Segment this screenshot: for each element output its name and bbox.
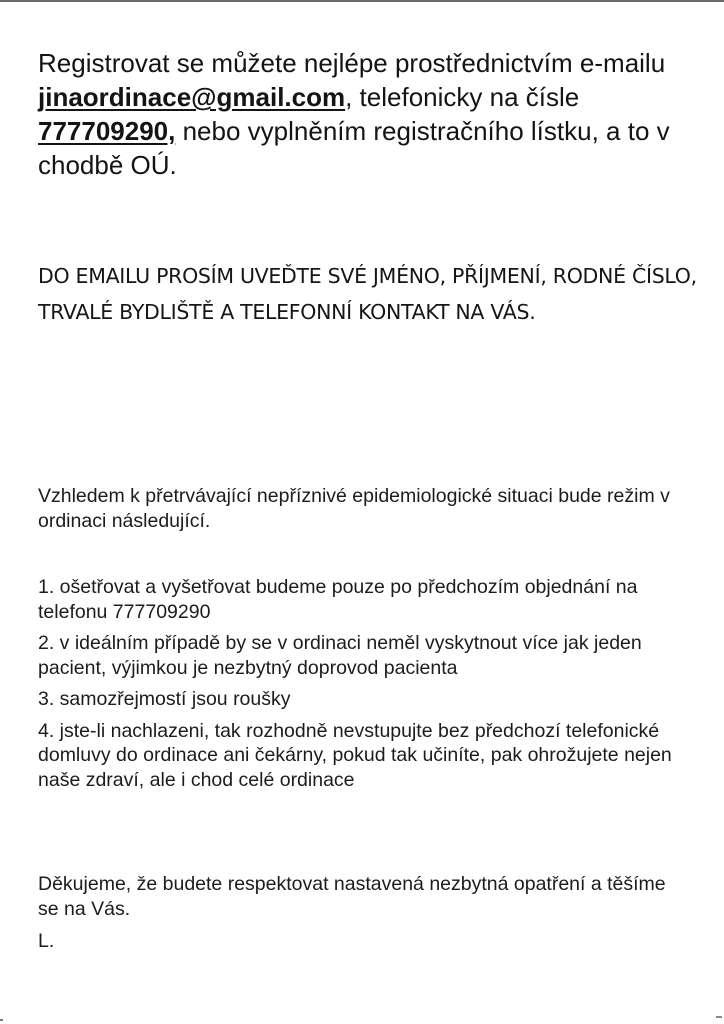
registration-paragraph	[38, 46, 688, 182]
email-instructions: DO EMAILU PROSÍM UVEĎTE SVÉ JMÉNO, PŘÍJMENÍ, RODNÉ ČÍSLO, TRVALÉ BYDLIŠTĚ A TELEFONNÍ KONTAKT NA VÁS.	[38, 264, 697, 324]
registration-text-part3: nebo vyplněním registračního lístku, a to v chodbě OÚ.	[38, 116, 670, 180]
thanks-paragraph: Děkujeme, že budete respektovat nastavená nezbytná opatření a těšíme se na Vás.	[38, 873, 666, 920]
registration-text-part1: Registrovat se můžete nejlépe prostřednictvím e-mailu	[38, 48, 666, 78]
rules-list	[38, 575, 688, 799]
situation-paragraph: Vzhledem k přetrvávající nepříznivé epidemiologické situaci bude režim v ordinaci následující.	[38, 485, 670, 532]
scan-corner-mark	[0, 1019, 3, 1021]
rule-item-2: 2. v ideálním případě by se v ordinaci neměl vyskytnout více jak jeden pacient, výjimkou je nezbytný doprovod pacienta	[38, 632, 642, 679]
rule-item-4: 4. jste-li nachlazeni, tak rozhodně nevstupujte bez předchozí telefonické domluvy do ordinace ani čekárny, pokud tak učiníte, pak ohrožujete nejen naše zdraví, ale i chod celé ordinace	[38, 719, 672, 791]
rule-item-3: 3. samozřejmostí jsou roušky	[38, 688, 291, 710]
email-address: jinaordinace@gmail.com	[38, 82, 346, 112]
scan-top-edge	[0, 0, 724, 2]
scan-bottom-mark	[716, 1016, 722, 1018]
rule-item-1: 1. ošetřovat a vyšetřovat budeme pouze po předchozím objednání na telefonu 777709290	[38, 576, 638, 623]
signature: L.	[38, 930, 55, 952]
phone-number: 777709290,	[38, 116, 176, 146]
registration-text-part2: , telefonicky na čísle	[345, 82, 580, 112]
